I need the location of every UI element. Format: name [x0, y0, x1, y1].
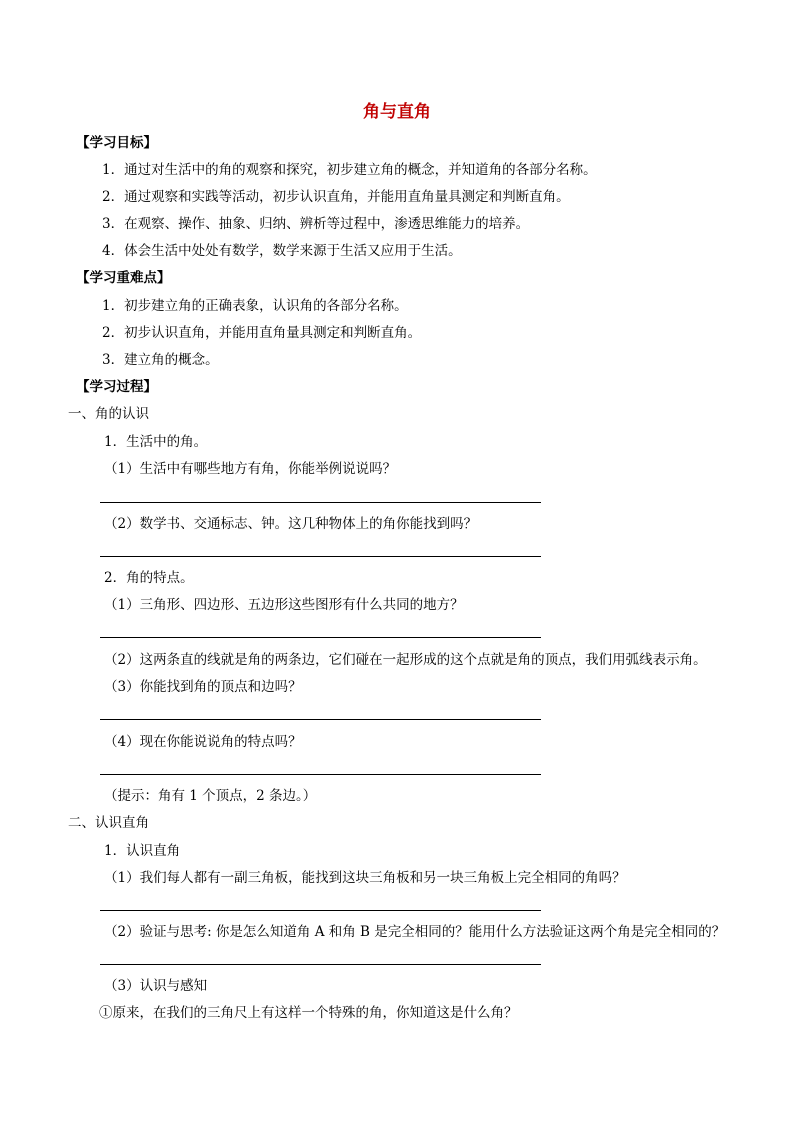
part2-question-4: ①原来，在我们的三角尺上有这样一个特殊的角，你知道这是什么角？ [99, 1005, 518, 1021]
part1-heading: 一、角的认识 [68, 406, 149, 422]
part2-question-1: （1）我们每人都有一副三角板，能找到这块三角板和另一块三角板上完全相同的角吗？ [104, 870, 626, 886]
answer-line[interactable] [100, 910, 541, 911]
hint-text: （提示：角有 1 个顶点，2 条边。） [104, 788, 317, 804]
goal-item-2: 2．通过观察和实践等活动，初步认识直角，并能用直角量具测定和判断直角。 [102, 189, 570, 205]
part2-sub1: 1．认识直角 [104, 843, 181, 859]
part1-sub2: 2．角的特点。 [104, 570, 194, 586]
answer-line[interactable] [100, 556, 541, 557]
key-point-item-1: 1．初步建立角的正确表象，认识角的各部分名称。 [102, 298, 408, 314]
part1-question-4: （2）这两条直的线就是角的两条边，它们碰在一起形成的这个点就是角的顶点，我们用弧线表示角。 [104, 652, 707, 668]
key-point-item-2: 2．初步认识直角，并能用直角量具测定和判断直角。 [102, 325, 422, 341]
part2-question-2: （2）验证与思考: 你是怎么知道角 A 和角 B 是完全相同的？能用什么方法验证这两个角是完全相同的？ [104, 924, 726, 940]
part1-question-6: （4）现在你能说说角的特点吗？ [104, 734, 302, 750]
part1-question-1: （1）生活中有哪些地方有角，你能举例说说吗？ [104, 461, 397, 477]
part1-question-2: （2）数学书、交通标志、钟。这几种物体上的角你能找到吗？ [104, 516, 478, 532]
answer-line[interactable] [100, 964, 541, 965]
part1-question-5: （3）你能找到角的顶点和边吗？ [104, 679, 302, 695]
part1-sub1: 1．生活中的角。 [104, 434, 208, 450]
goal-item-1: 1．通过对生活中的角的观察和探究，初步建立角的概念，并知道角的各部分名称。 [102, 162, 597, 178]
part2-heading: 二、认识直角 [68, 815, 149, 831]
answer-line[interactable] [100, 637, 541, 638]
goal-item-4: 4．体会生活中处处有数学，数学来源于生活又应用于生活。 [102, 243, 462, 259]
part2-question-3: （3）认识与感知 [104, 978, 208, 994]
document-title: 角与直角 [363, 102, 431, 122]
goals-heading: 【学习目标】 [76, 135, 157, 151]
part1-question-3: （1）三角形、四边形、五边形这些图形有什么共同的地方？ [104, 597, 464, 613]
process-heading: 【学习过程】 [76, 379, 157, 395]
key-points-heading: 【学习重难点】 [76, 270, 171, 286]
answer-line[interactable] [100, 774, 541, 775]
answer-line[interactable] [100, 502, 541, 503]
key-point-item-3: 3．建立角的概念。 [102, 352, 219, 368]
goal-item-3: 3．在观察、操作、抽象、归纳、辨析等过程中，渗透思维能力的培养。 [102, 216, 530, 232]
answer-line[interactable] [100, 719, 541, 720]
